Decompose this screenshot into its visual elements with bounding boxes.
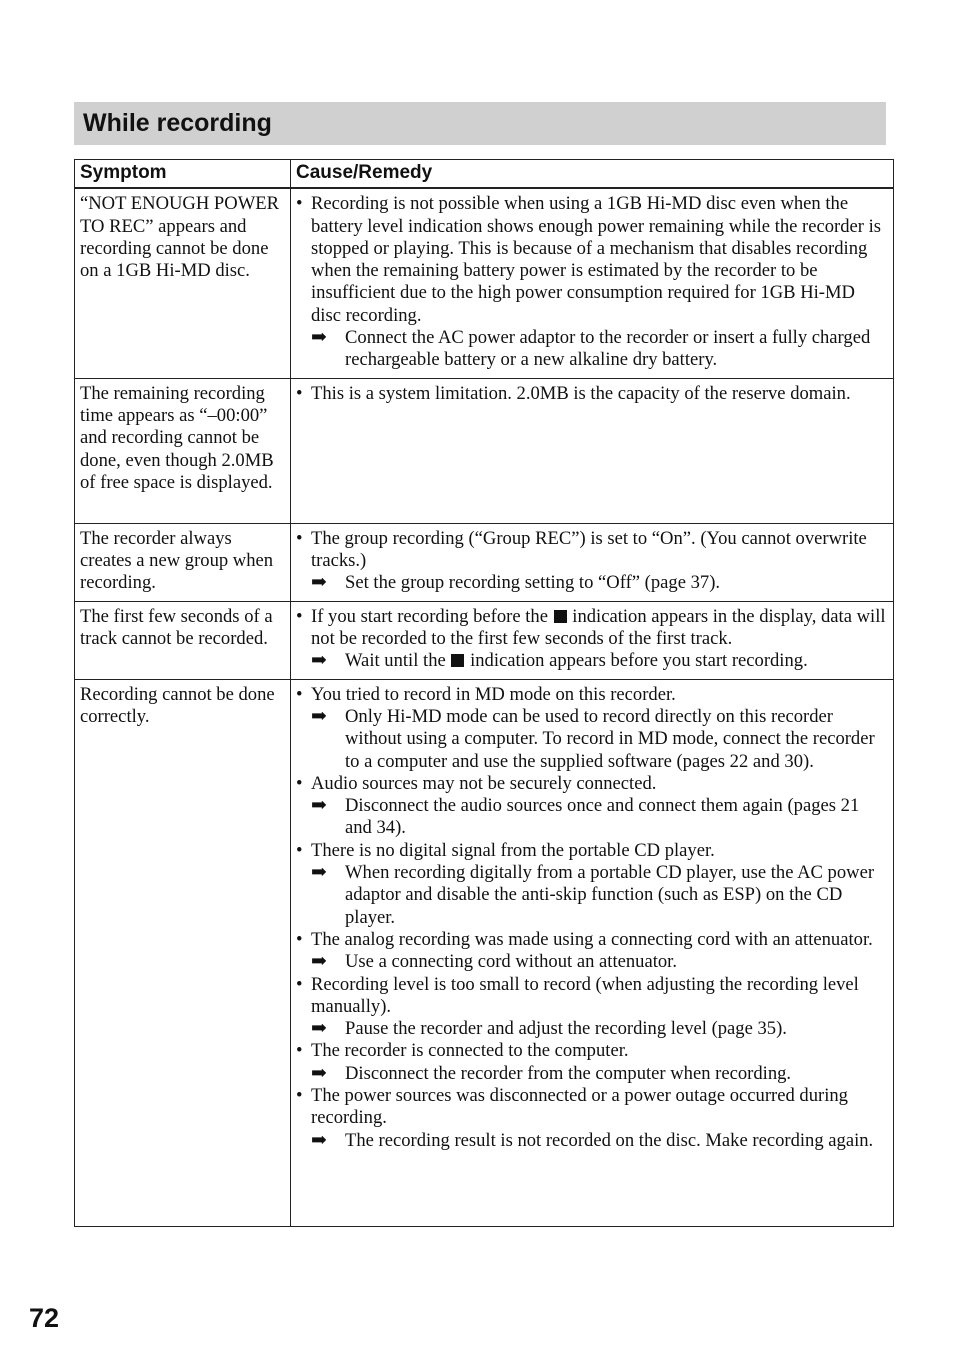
arrow-right-icon: ➡ (311, 795, 327, 817)
remedy-item (311, 706, 888, 773)
arrow-right-icon: ➡ (311, 650, 327, 672)
arrow-right-icon: ➡ (311, 327, 327, 349)
stop-square-icon (451, 654, 464, 667)
symptom-cell: The recorder always creates a new group when recording. (75, 523, 291, 601)
cause-item (296, 606, 888, 673)
bullet-icon: • (296, 928, 303, 950)
remedy-text: Connect the AC power adaptor to the recorder or insert a fully charged rechargeable battery or a new alkaline dry battery. (345, 327, 871, 371)
remedy-item (311, 572, 888, 594)
cause-text: The analog recording was made using a connecting cord with an attenuator. (311, 928, 873, 950)
symptom-cell: The first few seconds of a track cannot be recorded. (75, 601, 291, 679)
cause-item (296, 773, 888, 840)
bullet-icon: • (296, 527, 303, 549)
column-header-symptom: Symptom (75, 160, 291, 189)
cause-text: Recording is not possible when using a 1GB Hi-MD disc even when the battery level indication shows enough power remaining while the recorder is stopped or playing. This is because of a mechanism that disables recording when the remaining battery power is estimated by the recorder to be insufficient due to the high power consumption required for 1GB Hi-MD disc recording. (311, 193, 882, 326)
cause-item (296, 840, 888, 929)
bullet-icon: • (296, 193, 303, 215)
bullet-icon: • (296, 839, 303, 861)
remedy-item (311, 862, 888, 929)
symptom-cell: “NOT ENOUGH POWER TO REC” appears and recording cannot be done on a 1GB Hi-MD disc. (75, 188, 291, 378)
arrow-right-icon: ➡ (311, 1062, 327, 1084)
remedy-text: When recording digitally from a portable CD player, use the AC power adaptor and disable the anti-skip function (such as ESP) on the CD player. (345, 862, 875, 928)
cause-remedy-cell (291, 188, 894, 378)
cause-text: Recording level is too small to record (when adjusting the recording level manually). (311, 973, 859, 1017)
remedy-item (311, 1063, 888, 1085)
section-header (74, 102, 886, 145)
remedy-text-before: Wait until the (345, 650, 446, 672)
cause-text: You tried to record in MD mode on this recorder. (311, 683, 676, 705)
remedy-text: Only Hi-MD mode can be used to record directly on this recorder without using a computer. To record in MD mode, connect the recorder to a computer and use the supplied software (pages 22 and 30). (345, 705, 875, 772)
bullet-icon: • (296, 1085, 303, 1107)
remedy-item (311, 795, 888, 840)
cause-item (296, 1040, 888, 1085)
arrow-right-icon: ➡ (311, 1018, 327, 1040)
table-header-row (75, 160, 894, 189)
cause-item (296, 684, 888, 773)
cause-remedy-cell (291, 601, 894, 679)
arrow-right-icon: ➡ (311, 705, 327, 727)
cause-remedy-cell (291, 523, 894, 601)
troubleshooting-table (74, 159, 894, 1227)
arrow-right-icon: ➡ (311, 1129, 327, 1151)
cause-item (296, 528, 888, 595)
table-row (75, 188, 894, 378)
remedy-text: Set the group recording setting to “Off” (page 37). (345, 572, 721, 594)
table-row (75, 679, 894, 1226)
bullet-icon: • (296, 382, 303, 404)
cause-text-before: If you start recording before the (311, 605, 548, 627)
column-header-cause-remedy: Cause/Remedy (291, 160, 894, 189)
table-row (75, 378, 894, 523)
bullet-icon: • (296, 772, 303, 794)
bullet-icon: • (296, 1040, 303, 1062)
bullet-icon: • (296, 973, 303, 995)
cause-text: This is a system limitation. 2.0MB is the capacity of the reserve domain. (311, 382, 851, 404)
remedy-text: Disconnect the audio sources once and connect them again (pages 21 and 34). (345, 795, 860, 839)
remedy-item (311, 650, 888, 672)
remedy-text: The recording result is not recorded on the disc. Make recording again. (345, 1129, 874, 1151)
table-row (75, 523, 894, 601)
cause-text: The power sources was disconnected or a power outage occurred during recording. (311, 1085, 848, 1129)
remedy-item (311, 327, 888, 372)
bullet-icon: • (296, 605, 303, 627)
cause-text: There is no digital signal from the portable CD player. (311, 839, 715, 861)
cause-item (296, 929, 888, 974)
cause-remedy-cell (291, 378, 894, 523)
bullet-icon: • (296, 683, 303, 705)
page-number: 72 (29, 1303, 60, 1333)
remedy-item (311, 1018, 888, 1040)
cause-text-after: indication appears in the display, data will not be recorded to the first few seconds of the first track. (311, 605, 886, 649)
remedy-text: Disconnect the recorder from the computer when recording. (345, 1062, 792, 1084)
section-title: While recording (83, 109, 272, 137)
cause-text: Audio sources may not be securely connected. (311, 772, 657, 794)
remedy-item (311, 951, 888, 973)
cause-item (296, 383, 888, 405)
cause-item (296, 193, 888, 371)
remedy-text: Use a connecting cord without an attenuator. (345, 951, 677, 973)
remedy-text-after: indication appears before you start recording. (470, 650, 808, 672)
cause-remedy-cell (291, 679, 894, 1226)
cause-item (296, 974, 888, 1041)
symptom-cell: Recording cannot be done correctly. (75, 679, 291, 1226)
table-row (75, 601, 894, 679)
remedy-text: Pause the recorder and adjust the recording level (page 35). (345, 1018, 787, 1040)
symptom-cell: The remaining recording time appears as “–00:00” and recording cannot be done, even though 2.0MB of free space is displayed. (75, 378, 291, 523)
cause-text: The recorder is connected to the computer. (311, 1040, 629, 1062)
arrow-right-icon: ➡ (311, 951, 327, 973)
cause-text: The group recording (“Group REC”) is set to “On”. (You cannot overwrite tracks.) (311, 527, 867, 572)
arrow-right-icon: ➡ (311, 862, 327, 884)
remedy-item (311, 1130, 888, 1152)
cause-item (296, 1085, 888, 1152)
stop-square-icon (554, 610, 567, 623)
arrow-right-icon: ➡ (311, 572, 327, 594)
